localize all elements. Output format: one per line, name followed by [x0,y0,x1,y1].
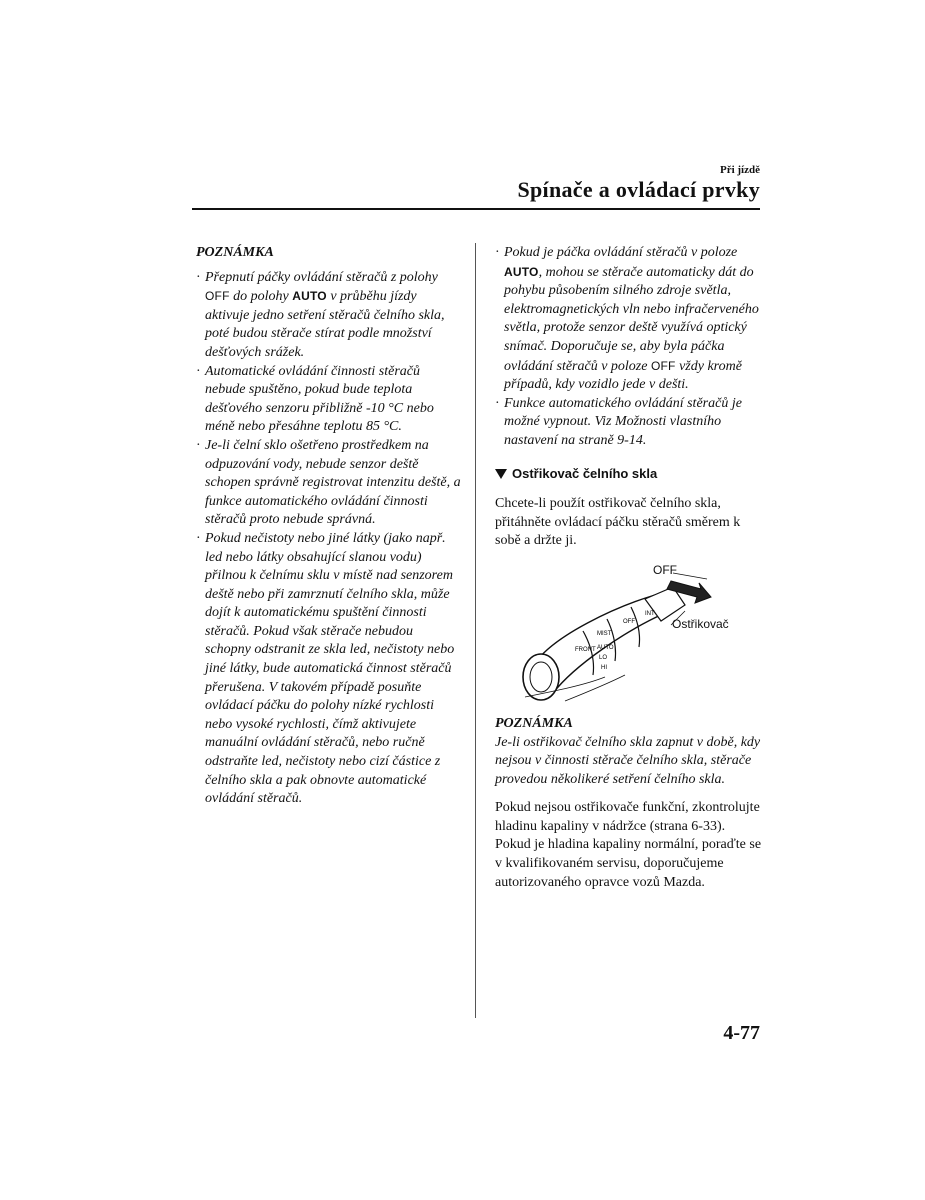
triangle-bullet-icon [495,469,507,479]
page-number: 4-77 [723,1022,760,1044]
note-item [495,244,763,395]
note-list [495,244,763,451]
lever-end-cap [523,654,559,700]
figure-label-washer: Ostřikovač [672,616,729,631]
note-text: do polohy [229,289,293,305]
note-item: · Funkce automatického ovládání stěračů je možné vypnout. Viz Možnosti vlastního nastavení na straně 9-14. [495,395,763,451]
note-item: · Je-li čelní sklo ošetřeno prostředkem na odpuzování vody, nebude senzor deště schopen správně registrovat intenzitu deště, a funkce automatického ovládání činnosti stěračů proto nebude správná. [196,437,461,530]
section-heading-text: Ostřikovač čelního skla [512,465,658,481]
final-paragraph: Pokud nejsou ostřikovače funkční, zkontrolujte hladinu kapaliny v nádržce (strana 6-33). Pokud je hladina kapaliny normální, poraďte se v kvalifikovaném servisu, doporučujeme autorizovaného opravce vozů Mazda. [495,800,762,890]
wiper-lever-illustration [495,565,763,705]
off-leader-line [673,573,707,579]
note-heading: POZNÁMKA [495,715,573,731]
note-heading: POZNÁMKA [196,245,274,260]
note-text: vždy kromě případů, kdy vozidlo jede v dešti. [504,358,742,393]
lever-marking: AUTO [597,644,614,651]
switch-position-off: OFF [205,289,230,304]
section-heading [495,465,763,484]
page-title: Spínače a ovládací prvky [517,177,760,202]
left-column [196,244,461,809]
lever-marking: FRONT [575,646,596,653]
note-text: Pokud je páčka ovládání stěračů v poloze [504,245,738,260]
header-divider [192,208,760,210]
note-item: · Pokud nečistoty nebo jiné látky (jako např. led nebo látky obsahující slanou vodu) přilnou k čelnímu sklu v místě nad senzorem deště nebo při zamrznutí čelního skla, může dojít k automatickému spuštění činnosti stěračů. Pokud však stěrače nebudou schopny odstranit ze skla led, nečistoty nebo jiné látky, bude automatická činnost stěračů přerušena. V takovém případě posuňte ovládací páčku do polohy nízké rychlosti nebo vysoké rychlosti, čímž aktivujete manuální ovládání stěračů, nebo ručně odstraňte led, nečistoty nebo cizí částice z čelního skla a pak obnovte automatické ovládání stěračů. [196,530,461,809]
wiper-lever-figure [495,562,763,705]
lever-marking: OFF [623,618,635,625]
switch-position-off: OFF [650,358,676,373]
intro-paragraph: Chcete-li použít ostřikovač čelního skla, přitáhněte ovládací páčku stěračů směrem k sobě a držte ji. [495,496,741,549]
lever-marking: LO [599,654,608,661]
note-item [196,269,461,363]
lever-marking: INT [645,610,655,617]
note-text: , mohou se stěrače automaticky dát do pohybu působením silného zdroje světla, elektromagnetických vln nebo infračerveného světla, protože senzor deště využívá optický snímač. Doporučuje se, aby byla páčka ovládání stěračů v poloze [504,264,759,374]
right-column [495,244,763,892]
lever-marking: HI [601,664,607,671]
column-divider [475,243,476,1018]
note-list [196,269,461,809]
wiring-line [565,675,625,701]
figure-label-off: OFF [653,562,677,577]
note-text: Přepnutí páčky ovládání stěračů z polohy [205,269,438,285]
note-item: · Automatické ovládání činnosti stěračů nebude spuštěno, pokud bude teplota dešťového senzoru přibližně -10 °C nebo méně nebo přesáhne teplotu 85 °C. [196,363,461,437]
note-text: v průběhu jízdy aktivuje jedno setření stěračů čelního skla, poté budou stěrače stírat podle množství dešťových srážek. [205,289,445,360]
section-name: Při jízdě [719,164,760,176]
lever-marking: MIST [597,630,612,637]
switch-position-auto: AUTO [504,264,539,279]
switch-position-auto: AUTO [292,289,327,304]
washer-note-text: Je-li ostřikovač čelního skla zapnut v době, kdy nejsou v činnosti stěrače čelního skla, stěrače provedou několikeré setření čelního skla. [495,734,761,787]
